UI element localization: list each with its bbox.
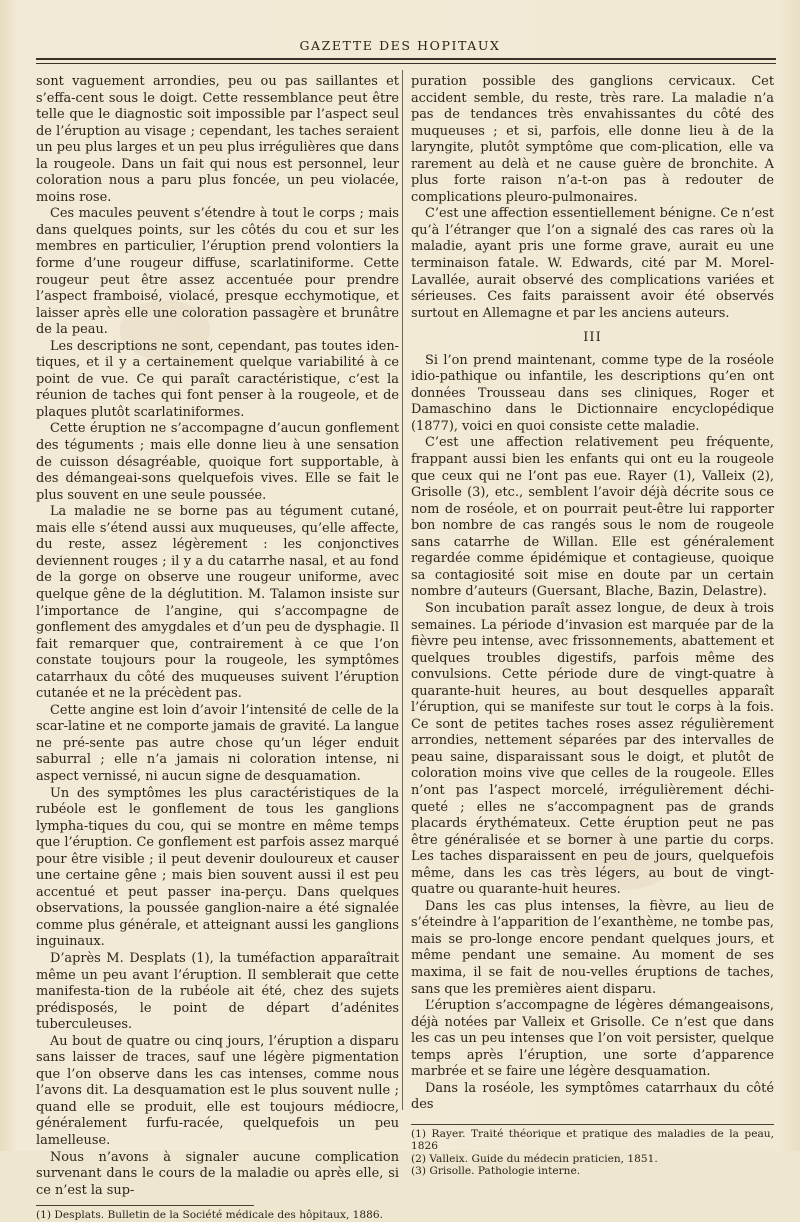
- left-column: [36, 74, 399, 1222]
- paragraph: Nous n’avons à signaler aucune complication survenant dans le cours de la maladie ou après elle, si ce n’est la sup-: [36, 1149, 399, 1198]
- paragraph: D’après M. Desplats (1), la tuméfaction apparaîtrait même un peu avant l’éruption. Il semblerait que cette manifesta-tion de la rubéole ait été, chez des sujets prédisposés, le point de départ d’adénites tuberculeuses.: [36, 950, 399, 1033]
- paragraph: La maladie ne se borne pas au tégument cutané, mais elle s’étend aussi aux muqueuses, qu’elle affecte, du reste, assez légèrement : les conjonctives deviennent rouges ; il y a du catarrhe nasal, et au fond de la gorge on observe une rougeur uniforme, avec quelque gêne de la déglutition. M. Talamon insiste sur l’importance de l’angine, qui s’accompagne de gonflement des amygdales et d’un peu de dysphagie. Il fait remarquer que, contrairement à ce que l’on constate toujours pour la rougeole, les symptômes catarrhaux du côté des muqueuses suivent l’éruption cutanée et ne la précèdent pas.: [36, 504, 399, 702]
- running-head: GAZETTE DES HOPITAUX: [299, 38, 501, 53]
- paragraph: puration possible des ganglions cervicaux. Cet accident semble, du reste, très rare. La maladie n’a pas de tendances très envahissantes du côté des muqueuses ; et si, parfois, elle donne lieu à de la laryngite, plutôt symptôme que com-plication, elle va rarement au delà et ne cause guère de bronchite. A plus forte raison n’a-t-on pas à redouter de complications pleuro-pulmonaires.: [411, 74, 774, 205]
- header-rule-thick: [36, 58, 776, 60]
- paragraph: Dans les cas plus intenses, la fièvre, au lieu de s’éteindre à l’apparition de l’exanthème, ne tombe pas, mais se pro-longe encore pendant quelques jours, et même pendant une semaine. Au moment de ses maxima, il se fait de nou-velles éruptions de taches, sans que les premières aient disparu.: [411, 898, 774, 997]
- paragraph: Au bout de quatre ou cinq jours, l’éruption a disparu sans laisser de traces, sauf une légère pigmentation que l’on observe dans les cas intenses, comme nous l’avons dit. La desquamation est le plus souvent nulle ; quand elle se produit, elle est toujours médiocre, généralement furfu-racée, quelquefois un peu lamelleuse.: [36, 1033, 399, 1148]
- column-divider: [402, 70, 403, 1110]
- paragraph: Un des symptômes les plus caractéristiques de la rubéole est le gonflement de tous les ganglions lympha-tiques du cou, qui se montre en même temps que l’éruption. Ce gonflement est parfois assez marqué pour être visible ; il peut devenir douloureux et causer une certaine gêne ; mais bien souvent aussi il est peu accentué et peut passer ina-perçu. Dans quelques observations, la poussée ganglion-naire a été signalée comme plus générale, et atteignant aussi les ganglions inguinaux.: [36, 785, 399, 950]
- footnote-rule: [411, 1124, 774, 1125]
- paragraph: Son incubation paraît assez longue, de deux à trois semaines. La période d’invasion est marquée par de la fièvre peu intense, avec frissonnements, abattement et quelques troubles digestifs, parfois même des convulsions. Cette période dure de vingt-quatre à quarante-huit heures, au bout desquelles apparaît l’éruption, qui se manifeste sur tout le corps à la fois. Ce sont de petites taches roses assez régulièrement arrondies, nettement séparées par des intervalles de peau saine, disparaissant sous le doigt, et plutôt de coloration moins vive que celles de la rougeole. Elles n’ont pas l’aspect morcelé, irrégulièrement déchi-queté ; elles ne s’accompagnent pas de grands placards érythémateux. Cette éruption peut ne pas être généralisée et se borner à une partie du corps. Les taches disparaissent en peu de jours, quelquefois même, dans les cas très légers, au bout de vingt-quatre ou quarante-huit heures.: [411, 600, 774, 898]
- paragraph: C’est une affection essentiellement bénigne. Ce n’est qu’à l’étranger que l’on a signalé des cas rares où la maladie, ayant pris une forme grave, aurait eu une terminaison fatale. W. Edwards, cité par M. Morel-Lavallée, aurait observé des complications variées et sérieuses. Ces faits paraissent avoir été observés surtout en Allemagne et par les anciens auteurs.: [411, 206, 774, 321]
- paragraph: L’éruption s’accompagne de légères démangeaisons, déjà notées par Valleix et Grisolle. Ce n’est que dans les cas un peu intenses que l’on voit persister, quelque temps après l’éruption, une sorte d’apparence marbrée et se faire une légère desquamation.: [411, 998, 774, 1080]
- footnote: (3) Grisolle. Pathologie interne.: [411, 1165, 581, 1178]
- footnote: (2) Valleix. Guide du médecin praticien, 1851.: [411, 1152, 658, 1165]
- paragraph: Dans la roséole, les symptômes catarrhaux du côté des: [411, 1080, 774, 1113]
- paragraph: Cette éruption ne s’accompagne d’aucun gonflement des téguments ; mais elle donne lieu à une sensation de cuisson désagréable, quoique fort supportable, à des démangeai-sons quelquefois vives. Elle se fait le plus souvent en une seule poussée.: [36, 421, 399, 503]
- paragraph: Les descriptions ne sont, cependant, pas toutes iden-tiques, et il y a certainement quelque variabilité à ce point de vue. Ce qui paraît caractéristique, c’est la réunion de taches qui font penser à la rougeole, et de plaques plutôt scarlatiniformes.: [36, 338, 399, 420]
- paragraph: Cette angine est loin d’avoir l’intensité de celle de la scar-latine et ne comporte jamais de gravité. La langue ne pré-sente pas autre chose qu’un léger enduit saburral ; elle n’a jamais ni coloration intense, ni aspect vernissé, ni aucun signe de desquamation.: [36, 702, 399, 784]
- footnote-rule: [36, 1205, 254, 1206]
- paragraph: Si l’on prend maintenant, comme type de la roséole idio-pathique ou infantile, les descriptions qu’en ont données Trousseau dans ses cliniques, Roger et Damaschino dans le Dictionnaire encyclopédique (1877), voici en quoi consiste cette maladie.: [411, 352, 774, 434]
- header-rule-thin: [36, 63, 776, 64]
- footnote: (1) Desplats. Bulletin de la Société médicale des hôpitaux, 1886.: [36, 1209, 384, 1222]
- paragraph: sont vaguement arrondies, peu ou pas saillantes et s’effa-cent sous le doigt. Cette ressemblance peut être telle que le diagnostic soit impossible par l’aspect seul de l’éruption au visage ; cependant, les taches seraient un peu plus larges et un peu plus irrégulières que dans la rougeole. Dans un fait qui nous est personnel, leur coloration nous a paru plus foncée, un peu violacée, moins rose.: [36, 74, 399, 205]
- paragraph: C’est une affection relativement peu fréquente, frappant aussi bien les enfants qui ont eu la rougeole que ceux qui ne l’ont pas eue. Rayer (1), Valleix (2), Grisolle (3), etc., semblent l’avoir déjà décrite sous ce nom de roséole, et on pourrait peut-être lui rapporter bon nombre de cas rangés sous le nom de rougeole sans catarrhe de Willan. Elle est généralement regardée comme épidémique et contagieuse, quoique sa contagiosité soit mise en doute par un certain nombre d’auteurs (Guersant, Blache, Bazin, Delastre).: [411, 435, 774, 600]
- paragraph: Ces macules peuvent s’étendre à tout le corps ; mais dans quelques points, sur les côtés du cou et sur les membres en particulier, l’éruption prend volontiers la forme d’une rougeur diffuse, scarlatiniforme. Cette rougeur peut être assez accentuée pour prendre l’aspect framboisé, violacé, presque ecchymotique, et laisser après elle une coloration passagère et brunâtre de la peau.: [36, 206, 399, 338]
- right-column: [411, 74, 774, 1178]
- section-number: III: [583, 330, 602, 346]
- footnote: (1) Rayer. Traité théorique et pratique des maladies de la peau, 1826: [411, 1127, 774, 1153]
